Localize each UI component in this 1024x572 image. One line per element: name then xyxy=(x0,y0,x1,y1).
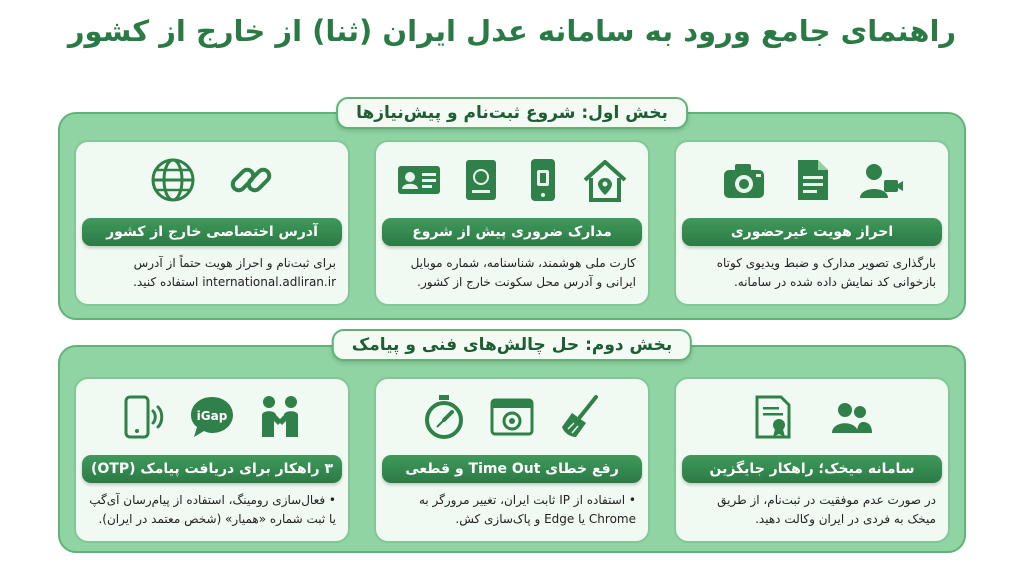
card-title: احراز هویت غیرحضوری xyxy=(682,218,942,246)
card-body: کارت ملی هوشمند، شناسنامه، شماره موبایل ایرانی و آدرس محل سکونت خارج از کشور. xyxy=(410,256,636,289)
card-title: رفع خطای Time Out و قطعی xyxy=(382,455,642,483)
card-title: مدارک ضروری پیش از شروع xyxy=(382,218,642,246)
igap-icon xyxy=(188,393,236,441)
users-icon xyxy=(827,393,875,441)
section-title: بخش اول: شروع ثبت‌نام و پیش‌نیازها xyxy=(336,97,688,129)
video-user-icon xyxy=(856,156,904,204)
card-title: ۳ راهکار برای دریافت پیامک (OTP) xyxy=(82,455,342,483)
card-remote-verification xyxy=(674,140,950,306)
card-body: بارگذاری تصویر مدارک و ضبط ویدیوی کوتاه بازخوانی کد نمایش داده شده در سامانه. xyxy=(716,256,936,289)
link-icon xyxy=(227,156,275,204)
id-card-icon xyxy=(395,156,443,204)
card-mikhak-alternative xyxy=(674,377,950,543)
card-required-documents xyxy=(374,140,650,306)
document-icon xyxy=(788,156,836,204)
handshake-icon xyxy=(256,393,304,441)
browser-icon xyxy=(488,393,536,441)
card-title: آدرس اختصاصی خارج از کشور xyxy=(82,218,342,246)
igap-label: iGap xyxy=(196,409,228,423)
section-title: بخش دوم: حل چالش‌های فنی و پیامک xyxy=(332,329,692,361)
globe-icon xyxy=(149,156,197,204)
card-title: سامانه میخک؛ راهکار جایگزین xyxy=(682,455,942,483)
card-international-address xyxy=(74,140,350,306)
home-location-icon xyxy=(581,156,629,204)
card-body: در صورت عدم موفقیت در ثبت‌نام، از طریق میخک به فردی در ایران وکالت دهید. xyxy=(717,493,936,526)
card-timeout-fix xyxy=(374,377,650,543)
certificate-icon xyxy=(749,393,797,441)
card-body: • فعال‌سازی رومینگ، استفاده از پیام‌رسان آی‌گپ یا ثبت شماره «همیار» (شخص معتمد در ایران). xyxy=(89,493,336,526)
card-body: برای ثبت‌نام و احراز هویت حتماً از آدرس international.adliran.ir استفاده کنید. xyxy=(133,256,336,289)
passport-icon xyxy=(457,156,505,204)
phone-signal-icon xyxy=(120,393,168,441)
broom-icon xyxy=(556,393,604,441)
sim-phone-icon xyxy=(519,156,567,204)
timer-icon xyxy=(420,393,468,441)
section-technical-issues xyxy=(58,345,966,553)
card-otp-solutions xyxy=(74,377,350,543)
card-body: • استفاده از IP ثابت ایران، تغییر مرورگر به Chrome یا Edge و پاک‌سازی کش. xyxy=(418,493,636,526)
camera-icon xyxy=(720,156,768,204)
section-prerequisites xyxy=(58,112,966,320)
page-title: راهنمای جامع ورود به سامانه عدل ایران (ثنا) از خارج از کشور xyxy=(67,14,957,48)
